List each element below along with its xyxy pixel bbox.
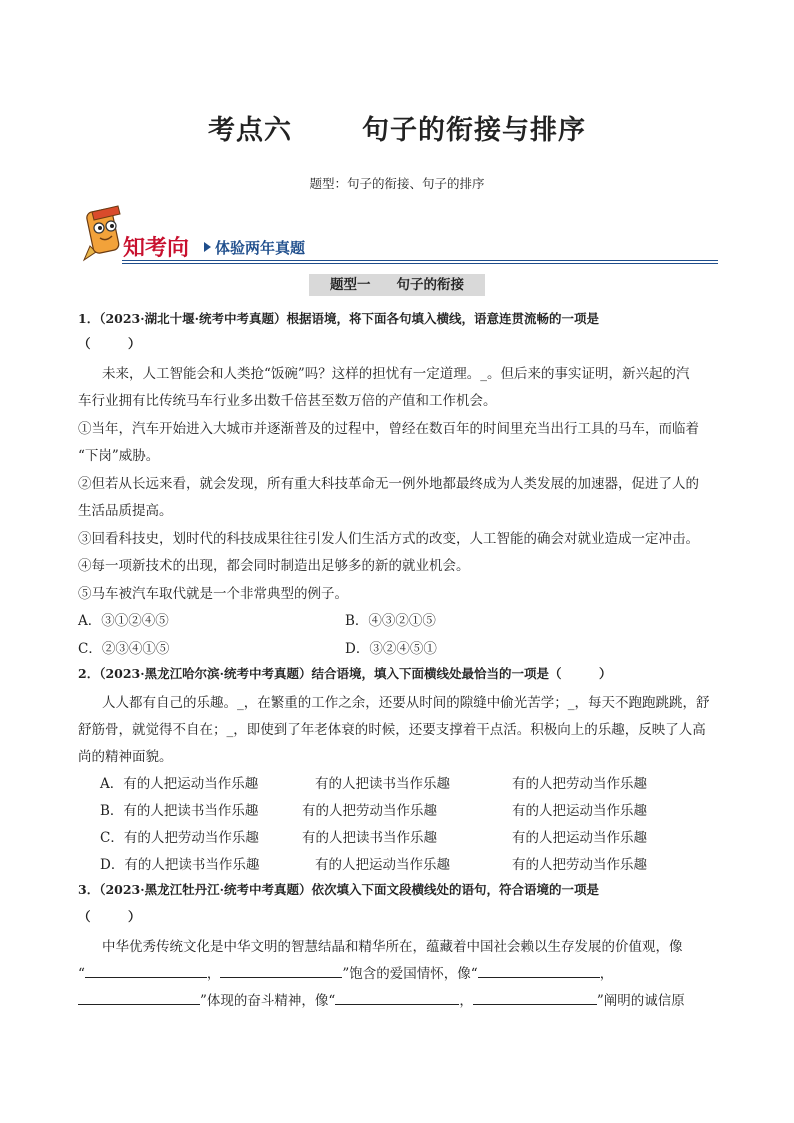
fill-blank[interactable] — [478, 965, 600, 978]
q2-option-d-2: 有的人把运动当作乐趣 — [315, 857, 450, 873]
q1-option-a[interactable]: A．③①②④⑤ — [78, 613, 169, 629]
q2-option-a-2: 有的人把读书当作乐趣 — [315, 776, 450, 792]
q1-paren: （ ） — [78, 336, 141, 351]
q3-passage: ”体现的奋斗精神，像“ ， ”阐明的诚信原 — [78, 989, 685, 1009]
q2-option-d[interactable]: D．有的人把读书当作乐趣 — [100, 857, 260, 873]
page-subtitle: 题型：句子的衔接、句子的排序 — [309, 176, 485, 191]
fill-blank[interactable] — [85, 965, 207, 978]
pencil-mascot-icon — [78, 202, 128, 264]
fill-blank[interactable] — [473, 992, 597, 1005]
q3-passage: “ ， ”饱含的爱国情怀，像“ ， — [78, 966, 614, 982]
section-heading: 题型一 句子的衔接 — [309, 274, 485, 296]
q1-sentence-1: ①当年，汽车开始进入大城市并逐渐普及的过程中，曾经在数百年的时间里充当出行工具的马车，而临着 — [78, 421, 699, 437]
q2-passage: 舒筋骨，就觉得不自在；_，即使到了年老体衰的时候，还要支撑着干点活。积极向上的乐趣，反映了人高 — [78, 722, 706, 738]
q1-sentence-1: “下岗”威胁。 — [78, 448, 160, 464]
banner-brand: 知考向 — [123, 236, 190, 261]
q2-option-c-2: 有的人把读书当作乐趣 — [302, 830, 437, 846]
q1-passage: 车行业拥有比传统马车行业多出数千倍甚至数万倍的产值和工作机会。 — [78, 393, 497, 409]
title-part2: 句子的衔接与排序 — [362, 115, 586, 146]
q1-option-c[interactable]: C．②③④①⑤ — [78, 641, 170, 657]
fill-blank[interactable] — [220, 965, 342, 978]
q1-option-d[interactable]: D．③②④⑤① — [345, 641, 437, 657]
q2-option-d-3: 有的人把劳动当作乐趣 — [512, 857, 647, 873]
q2-option-c-3: 有的人把运动当作乐趣 — [512, 830, 647, 846]
q1-sentence-2: 生活品质提高。 — [78, 503, 173, 519]
fill-blank[interactable] — [335, 992, 459, 1005]
triangle-icon — [204, 242, 211, 252]
q2-option-b[interactable]: B．有的人把读书当作乐趣 — [100, 803, 259, 819]
q1-sentence-4: ④每一项新技术的出现，都会同时制造出足够多的新的就业机会。 — [78, 558, 470, 574]
q3-paren: （ ） — [78, 909, 141, 924]
q2-stem: 2．（2023·黑龙江哈尔滨·统考中考真题）结合语境，填入下面横线处最恰当的一项是（ ） — [78, 666, 612, 681]
page-title — [0, 108, 794, 147]
q1-sentence-2: ②但若从长远来看，就会发现，所有重大科技革命无一例外地都最终成为人类发展的加速器，促进了人的 — [78, 476, 699, 492]
q2-passage: 人人都有自己的乐趣。_，在繁重的工作之余，还要从时间的隙缝中偷光苦学；_，每天不跑跑跳跳，舒 — [102, 695, 710, 711]
banner-tagline: 体验两年真题 — [215, 239, 306, 257]
q3-stem: 3．（2023·黑龙江牡丹江·统考中考真题）依次填入下面文段横线处的语句，符合语境的一项是 — [78, 882, 599, 897]
q1-sentence-5: ⑤马车被汽车取代就是一个非常典型的例子。 — [78, 586, 348, 602]
q2-option-b-3: 有的人把运动当作乐趣 — [512, 803, 647, 819]
fill-blank[interactable] — [78, 992, 200, 1005]
q2-option-c[interactable]: C．有的人把劳动当作乐趣 — [100, 830, 259, 846]
q1-sentence-3: ③回看科技史，划时代的科技成果往往引发人们生活方式的改变，人工智能的确会对就业造成一定冲击。 — [78, 531, 699, 547]
section-banner — [78, 202, 718, 264]
q1-option-b[interactable]: B．④③②①⑤ — [345, 613, 436, 629]
q2-option-a[interactable]: A．有的人把运动当作乐趣 — [100, 776, 259, 792]
q2-passage: 尚的精神面貌。 — [78, 749, 173, 765]
title-part1: 考点六 — [208, 115, 292, 146]
q3-passage: 中华优秀传统文化是中华文明的智慧结晶和精华所在，蕴藏着中国社会赖以生存发展的价值观，像 — [102, 939, 683, 955]
q2-option-a-3: 有的人把劳动当作乐趣 — [512, 776, 647, 792]
q1-passage: 未来，人工智能会和人类抢“饭碗”吗？这样的担忧有一定道理。_。但后来的事实证明，新兴起的汽 — [102, 366, 690, 382]
q2-option-b-2: 有的人把劳动当作乐趣 — [302, 803, 437, 819]
banner-rule — [122, 263, 718, 264]
q1-stem: 1．（2023·湖北十堰·统考中考真题）根据语境，将下面各句填入横线，语意连贯流畅的一项是 — [78, 311, 599, 326]
banner-rule — [122, 260, 718, 261]
